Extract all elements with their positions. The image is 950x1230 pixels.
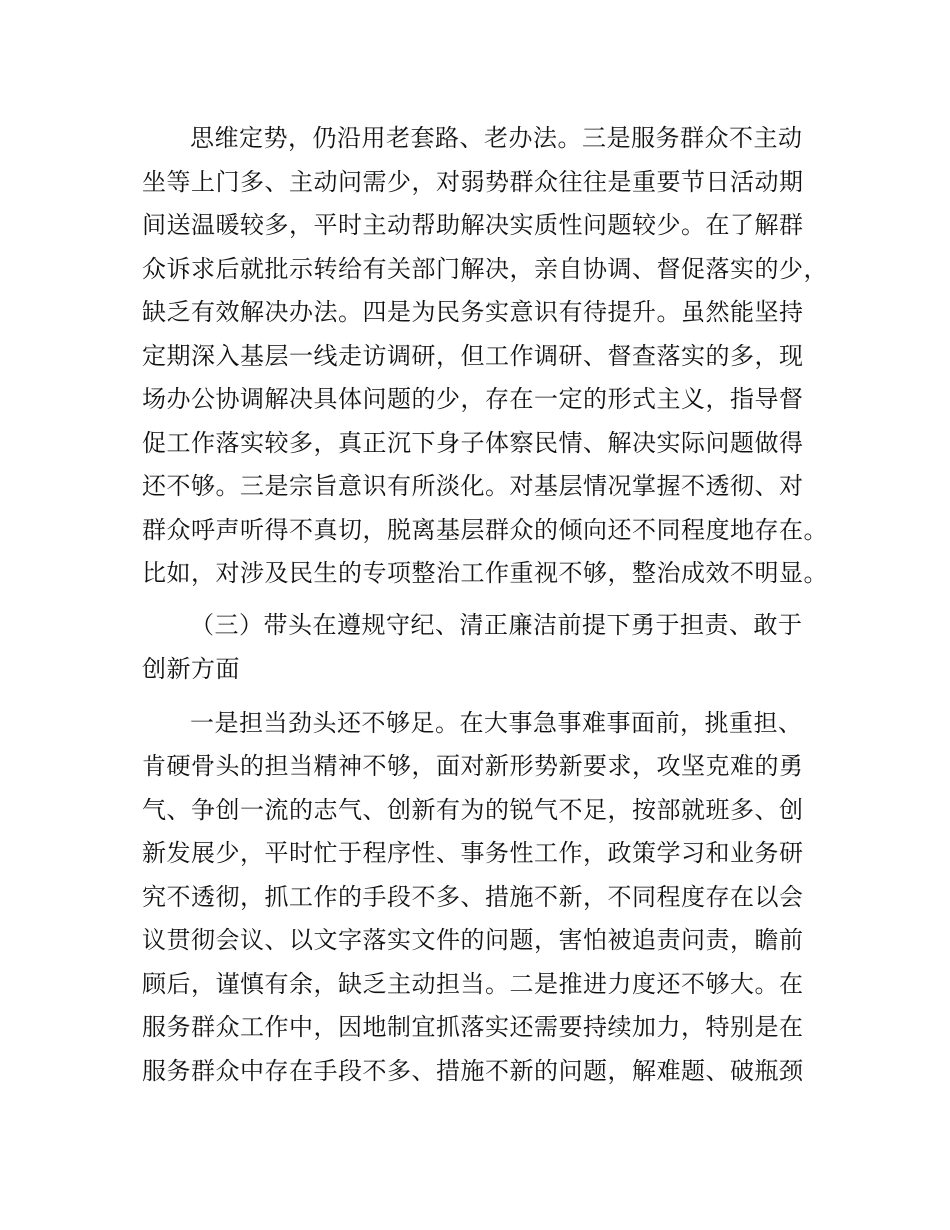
text-line: 促工作落实较多，真正沉下身子体察民情、解决实际问题做得 [142,429,804,457]
text-line: 坐等上门多、主动问需少，对弱势群众往往是重要节日活动期 [142,168,804,196]
text-line: 比如，对涉及民生的专项整治工作重视不够，整治成效不明显。 [142,559,828,587]
text-line: 肯硬骨头的担当精神不够，面对新形势新要求，攻坚克难的勇 [142,752,804,780]
text-line: 群众呼声听得不真切，脱离基层群众的倾向还不同程度地存在。 [142,516,828,544]
text-line: 顾后，谨慎有余，缺乏主动担当。二是推进力度还不够大。在 [142,970,804,998]
text-line: 众诉求后就批示转给有关部门解决，亲自协调、督促落实的少， [142,255,828,283]
text-line: 场办公协调解决具体问题的少，存在一定的形式主义，指导督 [142,385,804,413]
text-line: 缺乏有效解决办法。四是为民务实意识有待提升。虽然能坚持 [142,298,804,326]
text-line: 究不透彻，抓工作的手段不多、措施不新，不同程度存在以会 [142,883,804,911]
text-line: 议贯彻会议、以文字落实文件的问题，害怕被追责问责，瞻前 [142,926,804,954]
text-line: 间送温暖较多，平时主动帮助解决实质性问题较少。在了解群 [142,211,804,239]
section-heading-continued: 创新方面 [142,655,240,683]
text-line: 气、争创一流的志气、创新有为的锐气不足，按部就班多、创 [142,796,804,824]
text-line: 一是担当劲头还不够足。在大事急事难事面前，挑重担、 [190,709,803,737]
text-line: 还不够。三是宗旨意识有所淡化。对基层情况掌握不透彻、对 [142,472,804,500]
text-line: 新发展少，平时忙于程序性、事务性工作，政策学习和业务研 [142,839,804,867]
text-line: 服务群众中存在手段不多、措施不新的问题，解难题、破瓶颈 [142,1057,804,1085]
text-line: 服务群众工作中，因地制宜抓落实还需要持续加力，特别是在 [142,1013,804,1041]
section-heading: （三）带头在遵规守纪、清正廉洁前提下勇于担责、敢于 [190,611,803,639]
text-line: 定期深入基层一线走访调研，但工作调研、督查落实的多，现 [142,342,804,370]
text-line: 思维定势，仍沿用老套路、老办法。三是服务群众不主动 [190,124,803,152]
